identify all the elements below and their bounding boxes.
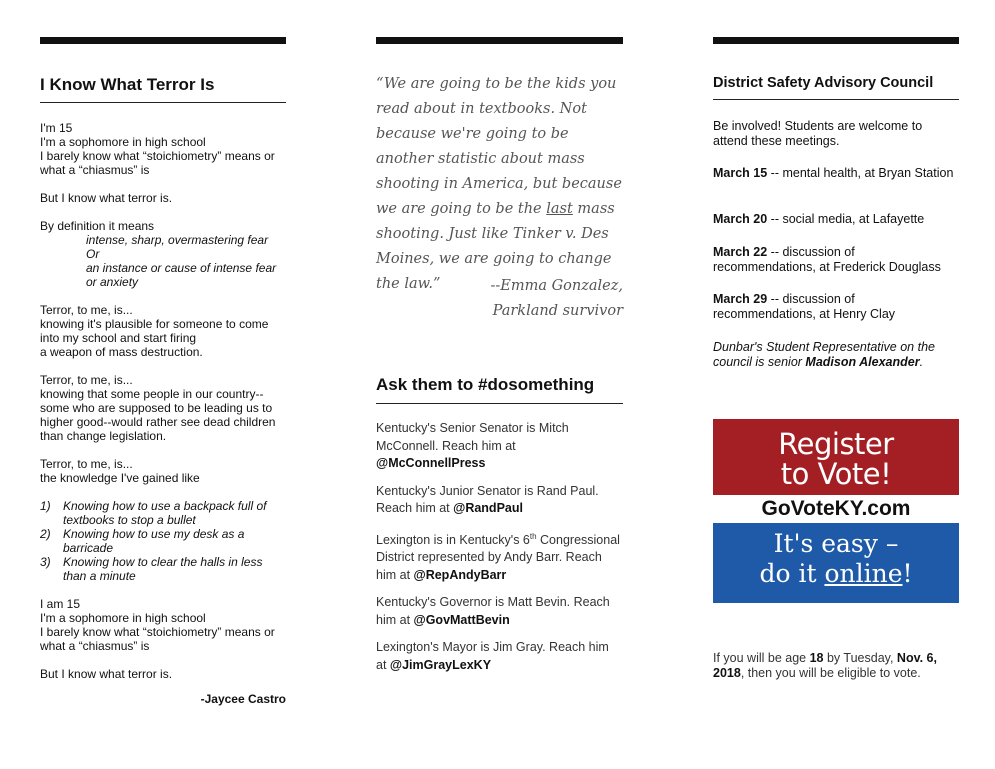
- poem-line: into my school and start firing: [40, 331, 197, 345]
- rep-name: Madison Alexander: [805, 355, 920, 369]
- council-title-rule: [713, 99, 959, 100]
- meeting-desc: -- discussion of recommendations, at Frederick Douglass: [713, 245, 941, 274]
- student-representative: [713, 340, 959, 370]
- poem-title-rule: [40, 102, 286, 103]
- list-number: 3): [40, 555, 51, 569]
- superscript: th: [529, 531, 537, 541]
- contacts-list: [376, 420, 621, 684]
- poem-line: I barely know what “stoichiometry” means or: [40, 149, 275, 163]
- poem-line: I'm a sophomore in high school: [40, 135, 206, 149]
- contact-item: [376, 483, 621, 518]
- poem-line: Terror, to me, is...: [40, 373, 133, 387]
- banner-text: do it: [759, 559, 825, 588]
- meeting-item: [713, 292, 959, 322]
- elig-age: 18: [809, 651, 824, 665]
- meeting-date: March 29: [713, 292, 768, 306]
- poem-line: or anxiety: [86, 275, 139, 289]
- stanza-intro: [40, 121, 290, 177]
- attribution-name: --Emma Gonzalez,: [490, 278, 623, 294]
- column-2-top-bar: [376, 37, 623, 44]
- twitter-handle: @JimGrayLexKY: [389, 657, 492, 672]
- poem-line: what a “chiasmus” is: [40, 163, 150, 177]
- ask-title-rule: [376, 403, 623, 404]
- banner-line: Register: [778, 427, 894, 461]
- stanza-definition: [40, 219, 290, 289]
- poem-line: But I know what terror is.: [40, 191, 173, 205]
- council-title: District Safety Advisory Council: [713, 75, 934, 91]
- poem-body: [40, 121, 290, 681]
- meeting-date: March 15: [713, 166, 768, 180]
- poem-line: I am 15: [40, 597, 81, 611]
- banner-line: to Vote!: [780, 457, 892, 491]
- poem-line: a weapon of mass destruction.: [40, 345, 203, 359]
- contact-text: Kentucky's Governor is Matt Bevin. Reach him at: [376, 595, 610, 627]
- contact-text: Lexington is in Kentucky's 6: [376, 532, 530, 547]
- list-item-line: Knowing how to clear the halls in less: [63, 555, 263, 569]
- meeting-item: [713, 245, 959, 275]
- banner-line: [713, 559, 959, 588]
- poem-line: Or: [86, 247, 100, 261]
- meeting-item: [713, 166, 959, 181]
- poem-line: I barely know what “stoichiometry” means or: [40, 625, 275, 639]
- elig-text: by Tuesday,: [823, 651, 897, 665]
- list-item: [40, 555, 290, 583]
- poem-line: higher good--would rather see dead children: [40, 415, 276, 429]
- banner-text: !: [902, 559, 913, 588]
- poem-line: some who are supposed to be leading us to: [40, 401, 273, 415]
- poem-line: By definition it means: [40, 219, 155, 233]
- contact-text: Kentucky's Junior Senator is Rand Paul. Reach him at: [376, 483, 599, 515]
- list-item-line: Knowing how to use a backpack full of: [63, 499, 267, 513]
- quote-attribution: [376, 274, 623, 324]
- stanza-terror-2: [40, 373, 290, 443]
- poem-line: Terror, to me, is...: [40, 303, 133, 317]
- banner-line: It's easy –: [773, 529, 899, 558]
- poem-line: what a “chiasmus” is: [40, 639, 150, 653]
- poem-line: an instance or cause of intense fear: [86, 261, 277, 275]
- poem-line: I'm a sophomore in high school: [40, 611, 206, 625]
- contact-text: Kentucky's Senior Senator is Mitch McConnell. Reach him at: [376, 421, 569, 453]
- list-item-line: barricade: [63, 541, 114, 555]
- list-number: 2): [40, 527, 51, 541]
- contact-item: [376, 528, 621, 585]
- column-1-top-bar: [40, 37, 286, 44]
- poem-line: intense, sharp, overmastering fear: [86, 233, 269, 247]
- list-number: 1): [40, 499, 51, 513]
- meeting-date: March 22: [713, 245, 768, 259]
- rep-end: .: [919, 355, 924, 369]
- rep-text: Dunbar's Student Representative on the council is senior: [713, 340, 935, 369]
- elig-date: Nov. 6, 2018: [713, 651, 937, 680]
- quote-text: mass shooting. Just like Tinker v. Des Moines, we are going to change the law.”: [376, 201, 615, 292]
- banner-online-word: online: [824, 559, 903, 588]
- contact-text: Congressional District represented by Andy Barr. Reach him at: [376, 532, 620, 582]
- stanza-terror-3: [40, 457, 290, 485]
- meeting-desc: -- social media, at Lafayette: [767, 212, 925, 226]
- poem-line: But I know what terror is.: [40, 667, 173, 681]
- contact-item: [376, 594, 621, 629]
- poem-line: knowing it's plausible for someone to come: [40, 317, 269, 331]
- meeting-date: March 20: [713, 212, 768, 226]
- poem-line: I'm 15: [40, 121, 73, 135]
- eligibility-note: [713, 651, 959, 681]
- twitter-handle: @McConnellPress: [376, 456, 486, 470]
- ask-title: Ask them to #dosomething: [376, 375, 595, 394]
- column-3-top-bar: [713, 37, 959, 44]
- meeting-desc: -- discussion of recommendations, at Henry Clay: [713, 292, 896, 321]
- poem-numbered-list: [40, 499, 290, 583]
- quote-text: “We are going to be the kids you read about in textbooks. Not because we're going to be another statistic about mass shooting in America, but because we are going to be the: [376, 76, 622, 217]
- poem-line: knowing that some people in our country--: [40, 387, 264, 401]
- contact-text: Lexington's Mayor is Jim Gray. Reach him at: [376, 640, 609, 672]
- poem-line: than change legislation.: [40, 429, 167, 443]
- meeting-desc: -- mental health, at Bryan Station: [767, 166, 954, 180]
- contact-item: [376, 420, 621, 473]
- poem-title: I Know What Terror Is: [40, 75, 215, 94]
- register-banner: [713, 419, 959, 495]
- elig-text: If you will be age: [713, 651, 810, 665]
- easy-online-banner: [713, 523, 959, 603]
- list-item: [40, 499, 290, 527]
- attribution-role: Parkland survivor: [492, 303, 623, 319]
- elig-text: , then you will be eligible to vote.: [740, 666, 921, 680]
- twitter-handle: @RepAndyBarr: [413, 567, 507, 582]
- council-intro: Be involved! Students are welcome to attend these meetings.: [713, 119, 923, 148]
- poem-line: Terror, to me, is...: [40, 457, 133, 471]
- list-item-line: than a minute: [63, 569, 136, 583]
- twitter-handle: @GovMattBevin: [413, 612, 510, 627]
- govoteky-link[interactable]: GoVoteKY.com: [713, 495, 959, 523]
- stanza-closing: [40, 597, 290, 653]
- contact-item: [376, 639, 621, 674]
- list-item-line: Knowing how to use my desk as a: [63, 527, 245, 541]
- poem-line: the knowledge I've gained like: [40, 471, 200, 485]
- gonzalez-quote: [376, 72, 626, 297]
- poem-signature: -Jaycee Castro: [200, 692, 286, 706]
- meeting-item: [713, 212, 959, 227]
- list-item-line: textbooks to stop a bullet: [63, 513, 196, 527]
- quote-underlined-word: last: [546, 201, 573, 217]
- list-item: [40, 527, 290, 555]
- twitter-handle: @RandPaul: [453, 501, 523, 515]
- stanza-terror-1: [40, 303, 290, 359]
